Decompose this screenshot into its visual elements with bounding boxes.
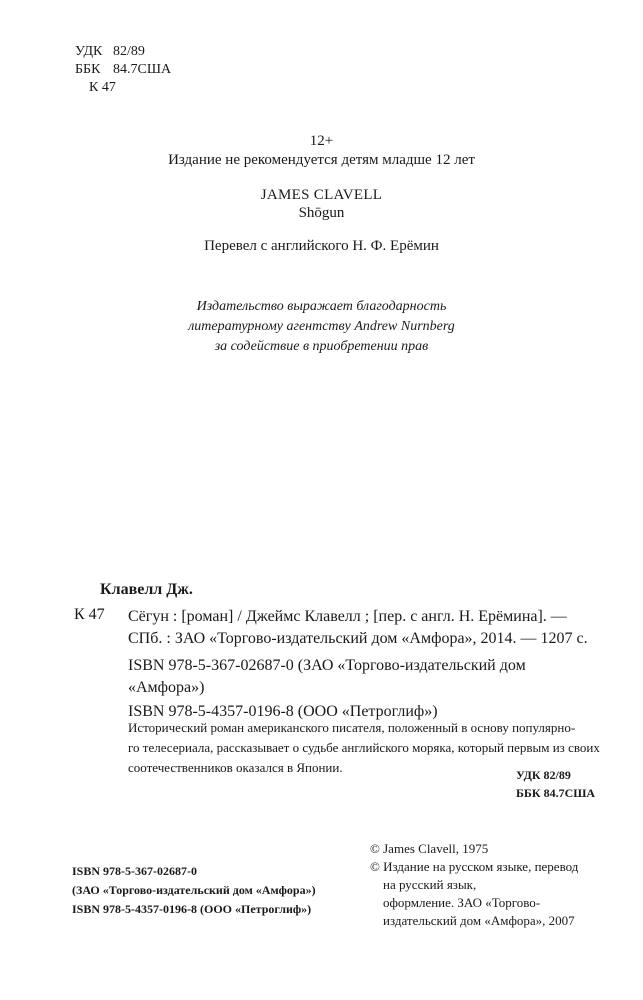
card-isbn-2: ISBN 978-5-4357-0196-8 (ООО «Петроглиф») bbox=[128, 703, 438, 720]
card-description bbox=[128, 606, 618, 650]
card-description-line: СПб. : ЗАО «Торгово-издательский дом «Амфора», 2014. — 1207 с. bbox=[128, 630, 588, 647]
original-title: Shōgun bbox=[298, 205, 345, 221]
card-description-line: Сёгун : [роман] / Джеймс Клавелл ; [пер. с англ. Н. Ерёмина]. — bbox=[128, 608, 567, 625]
card-isbn-line: ISBN 978-5-367-02687-0 (ЗАО «Торгово-издательский дом bbox=[128, 657, 526, 674]
bbk-value: 84.7США bbox=[113, 62, 172, 77]
translator-line: Перевел с английского Н. Ф. Ерёмин bbox=[204, 238, 439, 254]
original-author: JAMES CLAVELL bbox=[260, 187, 383, 203]
acknowledgment-line: Издательство выражает благодарность bbox=[196, 299, 447, 314]
acknowledgment bbox=[0, 297, 643, 357]
udk-code: УДК bbox=[75, 44, 103, 59]
bbk-code: ББК bbox=[75, 62, 101, 77]
bbk-row bbox=[75, 61, 171, 79]
annotation-line: Исторический роман американского писателя, положенный в основу популярно- bbox=[128, 720, 576, 735]
card-udk: УДК 82/89 bbox=[516, 768, 571, 782]
copyright-line: издательский дом «Амфора», 2007 bbox=[383, 913, 575, 928]
udk-row bbox=[75, 43, 171, 61]
card-author-mark: К 47 bbox=[74, 606, 105, 623]
card-author: Клавелл Дж. bbox=[100, 581, 193, 598]
annotation-line: го телесериала, рассказывает о судьбе английского моряка, который первым из своих bbox=[128, 740, 600, 755]
annotation-line: соотечественников оказался в Японии. bbox=[128, 760, 343, 775]
udk-value: 82/89 bbox=[113, 44, 145, 59]
copyright-line: © James Clavell, 1975 bbox=[370, 841, 489, 856]
card-classification bbox=[516, 766, 595, 802]
author-mark: К 47 bbox=[89, 80, 116, 95]
copyright-block bbox=[370, 840, 578, 930]
bottom-isbn-line: ISBN 978-5-367-02687-0 bbox=[72, 864, 197, 878]
card-isbn-line: «Амфора») bbox=[128, 679, 205, 696]
classification-block bbox=[75, 43, 171, 97]
copyright-line: оформление. ЗАО «Торгово- bbox=[383, 895, 541, 910]
acknowledgment-line: за содействие в приобретении прав bbox=[214, 339, 429, 354]
card-isbn-1 bbox=[128, 655, 526, 699]
copyright-line: на русский язык, bbox=[383, 877, 477, 892]
age-rating: 12+ bbox=[309, 133, 334, 149]
age-note: Издание не рекомендуется детям младше 12 лет bbox=[168, 152, 475, 168]
copyright-line: © Издание на русском языке, перевод bbox=[370, 859, 579, 874]
acknowledgment-line: литературному агентству Andrew Nurnberg bbox=[188, 319, 455, 334]
bottom-isbn-line: ISBN 978-5-4357-0196-8 (ООО «Петроглиф») bbox=[72, 902, 312, 916]
bottom-isbn-block bbox=[72, 862, 316, 919]
card-bbk: ББК 84.7США bbox=[516, 786, 596, 800]
bottom-isbn-line: (ЗАО «Торгово-издательский дом «Амфора») bbox=[72, 883, 316, 897]
